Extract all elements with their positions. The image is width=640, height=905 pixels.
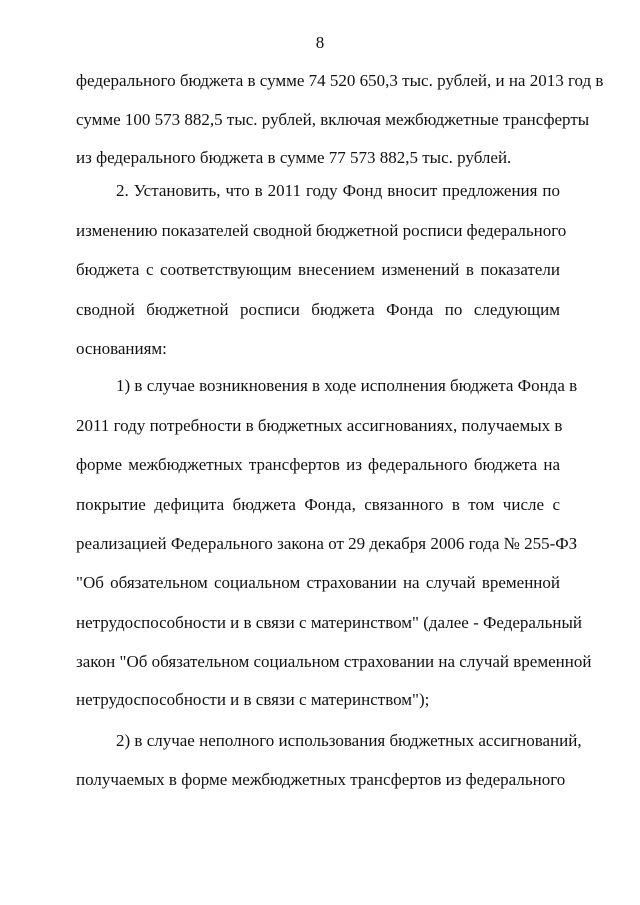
text-line: 2011 году потребности в бюджетных ассигнованиях, получаемых в [76,416,563,435]
text-line: бюджета с соответствующим внесением изменений в показатели [76,260,560,279]
text-line: сводной бюджетной росписи бюджета Фонда по следующим [76,300,560,319]
text-line: 1) в случае возникновения в ходе исполнения бюджета Фонда в [116,376,578,395]
text-line: покрытие дефицита бюджета Фонда, связанного в том числе с [76,495,560,514]
text-line: получаемых в форме межбюджетных трансфертов из федерального [76,770,566,789]
text-line: "Об обязательном социальном страховании на случай временной [76,573,560,592]
text-line: 2. Установить, что в 2011 году Фонд вносит предложения по [116,181,560,200]
text-line: основаниям: [76,339,167,358]
text-line: из федерального бюджета в сумме 77 573 882,5 тыс. рублей. [76,148,512,167]
text-line: изменению показателей сводной бюджетной росписи федерального [76,221,567,240]
text-line: закон "Об обязательном социальном страховании на случай временной [76,652,592,671]
page-number: 8 [315,33,325,52]
text-line: форме межбюджетных трансфертов из федерального бюджета на [76,455,560,474]
text-line: федерального бюджета в сумме 74 520 650,3 тыс. рублей, и на 2013 год в [76,71,604,90]
text-line: 2) в случае неполного использования бюджетных ассигнований, [116,731,582,750]
text-line: сумме 100 573 882,5 тыс. рублей, включая межбюджетные трансферты [76,110,590,129]
text-line: реализацией Федерального закона от 29 декабря 2006 года № 255-ФЗ [76,534,578,553]
text-line: нетрудоспособности и в связи с материнством"); [76,690,430,709]
text-line: нетрудоспособности и в связи с материнством" (далее - Федеральный [76,613,582,632]
